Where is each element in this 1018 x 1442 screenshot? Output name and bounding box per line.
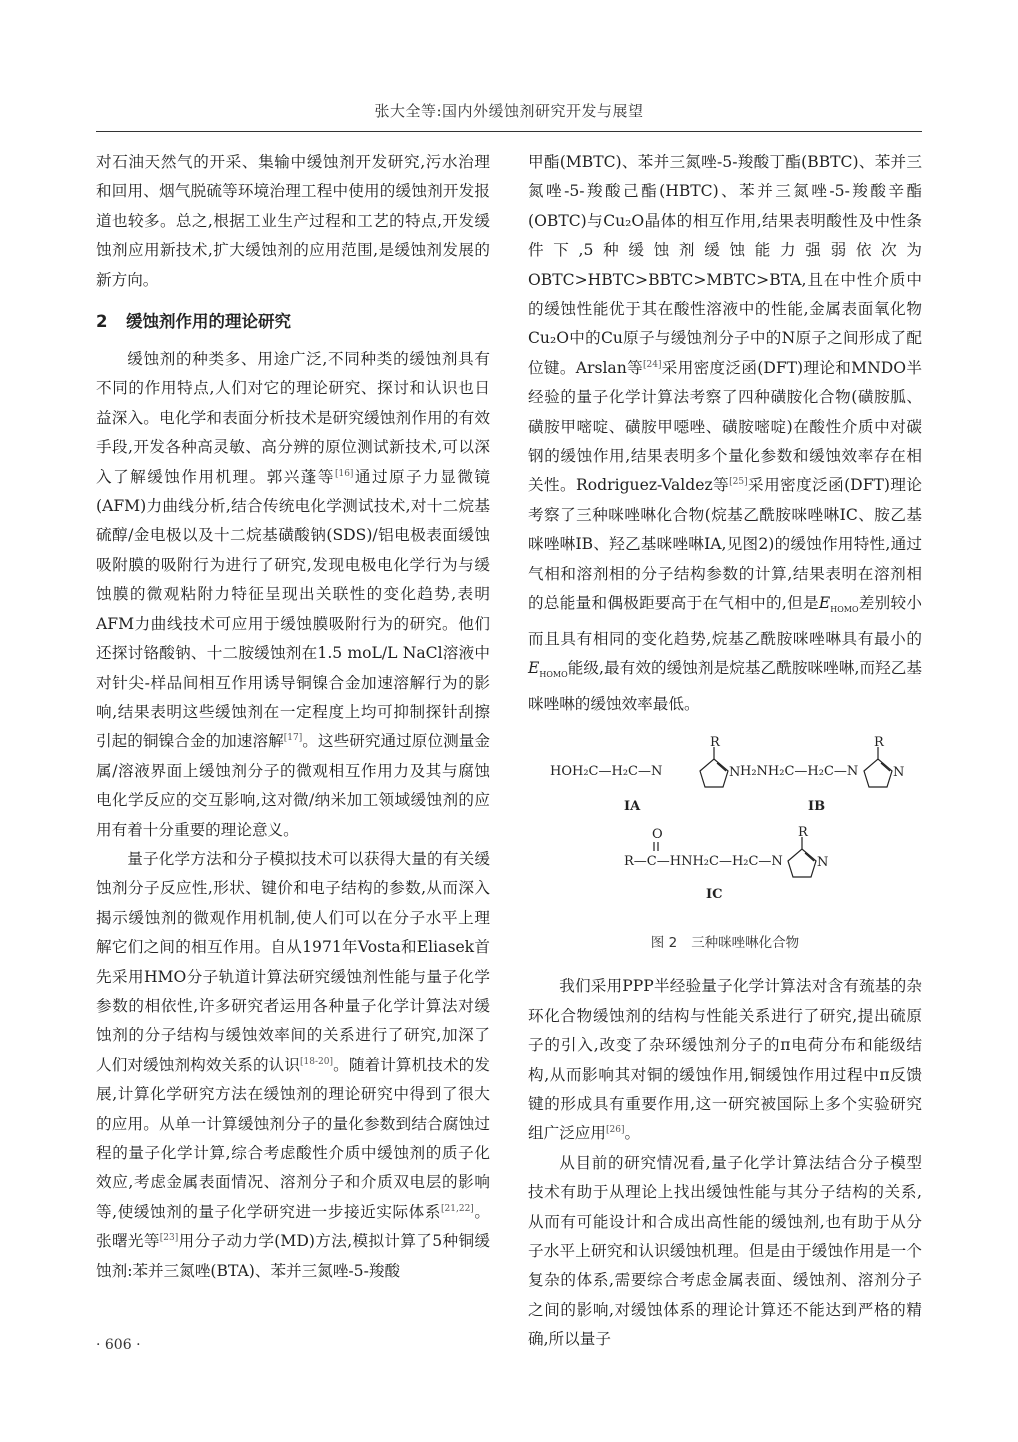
figure-imidazoline-structures: [528, 735, 922, 925]
ib-r-label: R: [874, 734, 884, 750]
label-ib: IB: [808, 798, 826, 814]
citation-18-20[interactable]: [18-20]: [300, 1056, 334, 1067]
section-number: 2: [96, 312, 108, 332]
citation-21-22[interactable]: [21,22]: [441, 1203, 474, 1214]
paragraph-intro-continuation: 对石油天然气的开采、集输中缓蚀剂开发研究,污水治理和回用、烟气脱硫等环境治理工程中使用的缓蚀剂开发报道也较多。总之,根据工业生产过程和工艺的特点,开发缓蚀剂应用新技术,扩大缓蚀剂的应用范围,是缓蚀剂发展的新方向。: [96, 153, 490, 289]
ia-r-label: R: [710, 734, 720, 750]
figure-caption-text: 三种咪唑啉化合物: [691, 934, 800, 951]
ia-chain: HOH₂C—H₂C—N: [550, 763, 663, 779]
ib-n-label: N: [893, 764, 905, 780]
paragraph-electrochemistry: [96, 345, 490, 845]
para2-text-d: 用分子动力学(MD)方法,模拟计算了5种铜缓蚀剂:苯并三氮唑(BTA)、苯并三氮唑-5-羧酸: [96, 1232, 490, 1280]
ic-n-label: N: [817, 854, 829, 870]
ic-carbonyl-bond: [654, 842, 658, 851]
para1-text-b: 通过原子力显微镜(AFM)力曲线分析,结合传统电化学测试技术,对十二烷基硫醇/金电极以及十二烷基磺酸钠(SDS)/铝电极表面缓蚀吸附膜的吸附行为进行了研究,发现电极电化学行为与缓蚀膜的微观粘附力特征呈现出关联性的变化趋势,表明AFM力曲线技术可应用于缓蚀膜吸附行为的研究。他们还探讨铬酸钠、十二胺缓蚀剂在1.5 moL/L NaCl溶液中对针尖-样品间相互作用诱导铜镍合金加速溶解行为的影响,结果表明这些缓蚀剂在一定程度上均可抑制探针刮擦引起的铜镍合金的加速溶解: [96, 467, 490, 751]
ic-imidazoline-ring: [788, 837, 816, 877]
para-g-text: 。: [624, 1124, 641, 1143]
para2-text-b: 。随着计算机技术的发展,计算化学研究方法在缓蚀剂的理论研究中得到了很大的应用。从单一计算缓蚀剂分子的量化参数到结合腐蚀过程的量子化学计算,综合考虑酸性介质中缓蚀剂的质子化效应,考虑金属表面情况、溶剂分子和介质双电层的影响等,使缓蚀剂的量子化学研究进一步接近实际体系: [96, 1055, 490, 1221]
citation-25[interactable]: [25]: [729, 477, 748, 488]
label-ia: IA: [624, 798, 641, 814]
para-a-text: 甲酯(MBTC)、苯并三氮唑-5-羧酸丁酯(BBTC)、苯并三氮唑-5-羧酸己酯(HBTC)、苯并三氮唑-5-羧酸辛酯(OBTC)与Cu₂O晶体的相互作用,结果表明酸性及中性条件下,5种缓蚀剂缓蚀能力强弱依次为OBTC>HBTC>BBTC>MBTC>BTA,且在中性介质中的缓蚀性能优于其在酸性溶液中的性能,金属表面氧化物Cu₂O中的Cu原子与缓蚀剂分子中的N原子之间形成了配位键。Arslan等: [528, 153, 922, 377]
paragraph-ppp-study: [528, 972, 922, 1148]
citation-17[interactable]: [17]: [283, 733, 303, 744]
para2-text-a: 量子化学方法和分子模拟技术可以获得大量的有关缓蚀剂分子反应性,形状、键价和电子结构的参数,从而深入揭示缓蚀剂的微观作用机制,使人们可以在分子水平上理解它们之间的相互作用。自从1971年Vosta和Eliasek首先采用HMO分子轨道计算法研究缓蚀剂性能与量子化学参数的相依性,许多研究者运用各种量子化学计算法对缓蚀剂的分子结构与缓蚀效率间的关系进行了研究,加深了人们对缓蚀剂构效关系的认识: [96, 849, 490, 1074]
citation-26[interactable]: [26]: [605, 1125, 625, 1136]
left-column: [96, 148, 490, 1286]
para2-text-c: 。张曙光等: [96, 1202, 490, 1251]
ic-r-label: R: [798, 824, 808, 840]
running-head: 张大全等:国内外缓蚀剂研究开发与展望: [374, 102, 644, 120]
para-e-text: 能级,最有效的缓蚀剂是烷基乙酰胺咪唑啉,而羟乙基咪唑啉的缓蚀效率最低。: [528, 659, 922, 713]
right-column: [528, 148, 922, 1355]
section-heading: [96, 309, 490, 335]
citation-23[interactable]: [23]: [159, 1233, 179, 1244]
ib-imidazoline-ring: [864, 747, 892, 787]
e-homo-symbol-2: $E_{HOMO}$: [528, 659, 568, 680]
figure-number: 图 2: [650, 934, 678, 951]
para-f-text: 我们采用PPP半经验量子化学计算法对含有巯基的杂环化合物缓蚀剂的结构与性能关系进行了研究,提出硫原子的引入,改变了杂环缓蚀剂分子的π电荷分布和能级结构,从而影响其对铜的缓蚀作用,铜缓蚀作用过程中π反馈键的形成具有重要作用,这一研究被国际上多个实验研究组广泛应用: [528, 977, 922, 1143]
label-ic: IC: [706, 886, 723, 902]
ic-chain: R—C—HNH₂C—H₂C—N: [624, 853, 783, 869]
figure-caption: [528, 929, 922, 958]
ic-carbonyl-o: O: [652, 826, 663, 842]
para-c-text: 采用密度泛函(DFT)理论考察了三种咪唑啉化合物(烷基乙酰胺咪唑啉IC、胺乙基咪唑啉IB、羟乙基咪唑啉IA,见图2)的缓蚀作用特性,通过气相和溶剂相的分子结构参数的计算,结果表明在溶剂相的总能量和偶极距要高于在气相中的,但是: [528, 476, 923, 613]
e-homo-symbol: $E_{HOMO}$: [818, 594, 859, 615]
para-d-text: 差别较小而且具有相同的变化趋势,烷基乙酰胺咪唑啉具有最小的: [528, 594, 922, 648]
paragraph-quantum-chemistry: [96, 845, 490, 1286]
ia-imidazoline-ring: [700, 747, 728, 787]
citation-24[interactable]: [24]: [643, 359, 662, 370]
paragraph-md-continuation: [528, 148, 922, 719]
para1-text-a: 缓蚀剂的种类多、用途广泛,不同种类的缓蚀剂具有不同的作用特点,人们对它的理论研究、探讨和认识也日益深入。电化学和表面分析技术是研究缓蚀剂作用的有效手段,开发各种高灵敏、高分辨的原位测试新技术,可以深入了解缓蚀作用机理。郭兴蓬等: [96, 350, 490, 486]
section-title: 缓蚀剂作用的理论研究: [126, 312, 291, 332]
header-rule: [96, 131, 922, 132]
ia-n-label: N: [729, 764, 741, 780]
citation-16[interactable]: [16]: [334, 468, 354, 479]
paragraph-outlook: 从目前的研究情况看,量子化学计算法结合分子模型技术有助于从理论上找出缓蚀性能与其分子结构的关系,从而有可能设计和合成出高性能的缓蚀剂,也有助于从分子水平上研究和认识缓蚀机理。但是由于缓蚀作用是一个复杂的体系,需要综合考虑金属表面、缓蚀剂、溶剂分子之间的影响,对缓蚀体系的理论计算还不能达到严格的精确,所以量子: [528, 1153, 922, 1349]
para1-text-c: 。这些研究通过原位测量金属/溶液界面上缓蚀剂分子的微观相互作用力及其与腐蚀电化学反应的交互影响,这对微/纳米加工领域缓蚀剂的应用有着十分重要的理论意义。: [96, 732, 490, 839]
para-b-text: 采用密度泛函(DFT)理论和MNDO半经验的量子化学计算法考察了四种磺胺化合物(磺胺胍、磺胺甲嘧啶、磺胺甲噁唑、磺胺嘧啶)在酸性介质中对碳钢的缓蚀作用,结果表明多个量化参数和缓蚀效率存在相关性。Rodriguez-Valdez等: [528, 358, 922, 495]
chemical-structures-svg: [528, 735, 922, 925]
ib-chain: H₂NH₂C—H₂C—N: [740, 763, 859, 779]
page-number: · 606 ·: [96, 1337, 141, 1353]
